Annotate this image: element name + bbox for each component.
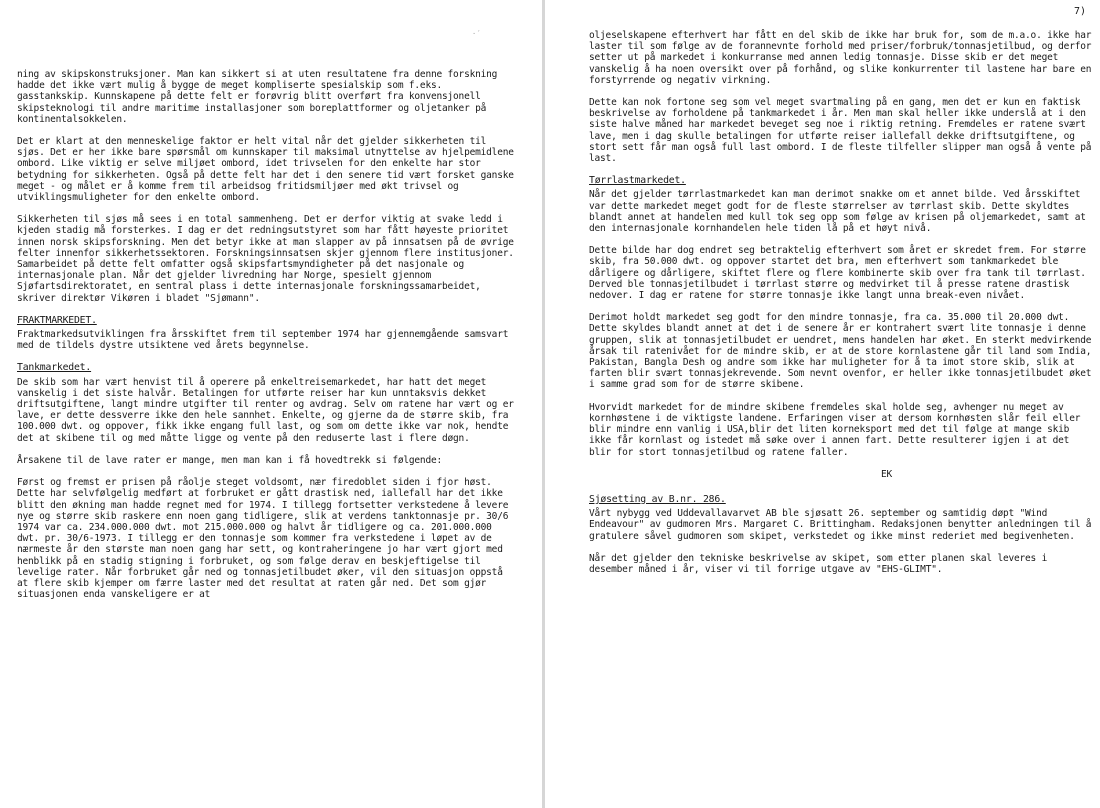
paragraph: ning av skipskonstruksjoner. Man kan sikkert si at uten resultatene fra denne forskning hadde det ikke vært mulig å bygge de meget kompliserte spesialskip som f.eks. gasstankskip. Kunnskapene på dette felt er forøvrig blitt overført fra konvensjonell skipsteknologi til andre maritime installasjoner som boreplattformer og oljetanker på kontinentalsokkelen. xyxy=(17,69,498,125)
paragraph: Sikkerheten til sjøs må sees i en total sammenheng. Det er derfor viktig at svake ledd i kjeden stadig må forsterkes. I dag er det redningsutstyret som har fått høyeste prioritet innen norsk skipsforskning. Men det betyr ikke at man slapper av på innsatsen på de øvrige felter innenfor sikkerhetssektoren. Forskningsinnsatsen skjer gjennom flere institusjoner. Samarbeidet på dette felt omfatter også skipsfartsmyndigheter på det nasjonale og internasjonale plan. Når det gjelder livredning har Norge, spesielt gjennom Sjøfartsdirektoratet, en sentral plass i dette internasjonale forskningssamarbeidet, skriver direktør Vikøren i bladet "Sjømann". xyxy=(17,214,514,304)
section-heading-tankmarkedet: Tankmarkedet. xyxy=(17,362,92,374)
paragraph: Når det gjelder tørrlastmarkedet kan man derimot snakke om et annet bilde. Ved årsskiftet var dette markedet meget godt for de fleste størrelser av tørrlast skib. Dette skyldtes blandt annet at handelen med kull tok seg opp som følge av krisen på oljemarkedet, samt at den internasjonale kornhandelen hele tiden lå på et høyt nivå. xyxy=(589,189,1086,235)
paragraph: Derimot holdt markedet seg godt for den mindre tonnasje, fra ca. 35.000 til 20.000 dwt. Dette skyldes blandt annet at det i de senere år er kontrahert svært lite tonnasje i denne gruppen, slik at tonnasjetilbudet er uendret, mens handelen har øket. En sterkt medvirkende årsak til ratenivået for de mindre skib, er at de store kornlastene går til land som India, Pakistan, Bangla Desh og andre som ikke har muligheter for å ta imot store skib, slik at farten blir svært tonnasjekrevende. Som nevnt ovenfor, er heller ikke tonnasjetilbudet øket i samme grad som for de større skibene. xyxy=(589,312,1092,391)
page-number: 7) xyxy=(1073,6,1086,17)
paragraph: Hvorvidt markedet for de mindre skibene fremdeles skal holde seg, avhenger nu meget av kornhøstene i de viktigste landene. Erfaringen viser at dersom kornhøsten slår feil eller blir mindre enn vanlig i USA,blir det liten korneksport med det til følge at mange skib ikke får kornlast og istedet må søke over i annen fart. Dette resulterer igjen i at det blir for stort tonnasjetilbud og ratene faller. xyxy=(589,401,1081,458)
paragraph: Det er klart at den menneskelige faktor er helt vital når det gjelder sikkerheten til sjøs. Det er her ikke bare spørsmål om kunnskaper til maksimal utnyttelse av hjelpemidlene ombord. Like viktig er selve miljøet ombord, idet trivselen for den enkelte har stor betydning for sikkerheten. Også på dette felt har det i den senere tid vært forsket ganske meget - og målet er å komme frem til arbeidsog fritidsmiljøer med økt trivsel og utviklingsmuligheter for den enkelte ombord. xyxy=(17,136,514,204)
paragraph: Dette kan nok fortone seg som vel meget svartmaling på en gang, men det er kun en faktisk beskrivelse av forholdene på tankmarkedet i år. Men man skal heller ikke underslå at i den siste halve måned har markedet beveget seg noe i riktig retning. Fremdeles er ratene svært lave, men i dag skulle betalingen for utførte reiser iallefall dekke driftsutgiftene, og stort sett får man også full last ombord. I de fleste tilfeller slipper man også å vente på last. xyxy=(589,97,1092,165)
left-column xyxy=(17,69,517,611)
corner-mark: ·´ xyxy=(472,30,481,38)
paragraph: Når det gjelder den tekniske beskrivelse av skipet, som etter planen skal leveres i desember måned i år, viser vi til forrige utgave av "EHS-GLIMT". xyxy=(589,552,1048,575)
author-signature: EK xyxy=(880,468,893,480)
paragraph: Vårt nybygg ved Uddevallavarvet AB ble sjøsatt 26. september og samtidig døpt "Wind Endeavour" av gudmoren Mrs. Margaret C. Brittingham. Redaksjonen benytter anledningen til å gratulere såvel gudmoren som skipet, verkstedet og ikke minst rederiet med begivenheten. xyxy=(589,508,1092,542)
paragraph: Fraktmarkedsutviklingen fra årsskiftet frem til september 1974 har gjennemgående samsvart med de tildels dystre utsiktene ved årets begynnelse. xyxy=(17,329,509,352)
paragraph: Årsakene til de lave rater er mange, men man kan i få hovedtrekk si følgende: xyxy=(17,454,443,466)
paragraph: Først og fremst er prisen på råolje steget voldsomt, nær firedoblet siden i fjor høst. Dette har selvfølgelig medført at forbruket er gått drastisk ned, iallefall har det ikke blitt den økning man hadde regnet med for 1974. I tillegg fortsetter verkstedene å levere nye og større skib raskere enn noen gang tidligere, slik at verdens tanktonnasje pr. 30/6 1974 var ca. 234.000.000 dwt. mot 215.000.000 og halvt år tidligere og ca. 201.000.000 dwt. pr. 30/6-1973. I tillegg er den tonnasje som kommer fra verkstedene i løpet av de nærmeste år den største man noen gang har sett, og kontraheringene jo har vært gjort med henblikk på en stadig stigning i forbruket, og som følge derav en beskjeftigelse til levelige rater. Når forbruket går ned og tonnasjetilbudet øker, vil den situasjon oppstå at flere skib kjemper om færre laster med det resultat at raten går ned. Det som gjør situasjonen enda vanskeligere er at xyxy=(17,477,509,601)
section-heading-torrlastmarkedet: Tørrlastmarkedet. xyxy=(589,175,686,187)
paragraph: oljeselskapene efterhvert har fått en del skib de ikke har bruk for, som de m.a.o. ikke har laster til som følge av de forannevnte forhold med priser/forbruk/tonnasjetilbud, og derfor setter ut på markedet i konkurranse med annen ledig tonnasje. Disse skib er det meget vanskelig å ha noen oversikt over på forhånd, og slike konkurrenter til lastene har bare en forstyrrende og negativ virkning. xyxy=(589,30,1092,86)
right-column xyxy=(589,30,1094,586)
left-page xyxy=(0,0,540,808)
paragraph: Dette bilde har dog endret seg betraktelig efterhvert som året er skredet frem. For større skib, fra 50.000 dwt. og oppover startet det bra, men efterhvert som tankmarkedet ble dårligere og dårligere, skiftet flere og flere kombinerte skib over fra tank til tørrlast. Derved ble tonnasjetilbudet i tørrlast større og medvirket til å presse ratene drastisk nedover. I dag er ratene for større tonnasje ikke langt unna break-even nivået. xyxy=(589,245,1086,302)
page-spine-divider xyxy=(542,0,545,808)
right-page xyxy=(550,0,1100,808)
paragraph: De skib som har vært henvist til å operere på enkeltreisemarkedet, har hatt det meget vanskelig i det siste halvår. Betalingen for utførte reiser har kun unntaksvis dekket driftsutgiftene, langt mindre utgifter til renter og avdrag. Selv om ratene har vært og er lave, er dette dessverre ikke den hele sannhet. Enkelte, og gjerne da de større skib, fra 100.000 dwt. og oppover, fikk ikke engang full last, og som om dette ikke var nok, hendte det at skibene til og med måtte ligge og vente på den reduserte last i flere døgn. xyxy=(17,376,514,444)
section-heading-fraktmarkedet: FRAKTMARKEDET. xyxy=(17,314,97,326)
section-heading-sjosetting: Sjøsetting av B.nr. 286. xyxy=(589,493,726,505)
